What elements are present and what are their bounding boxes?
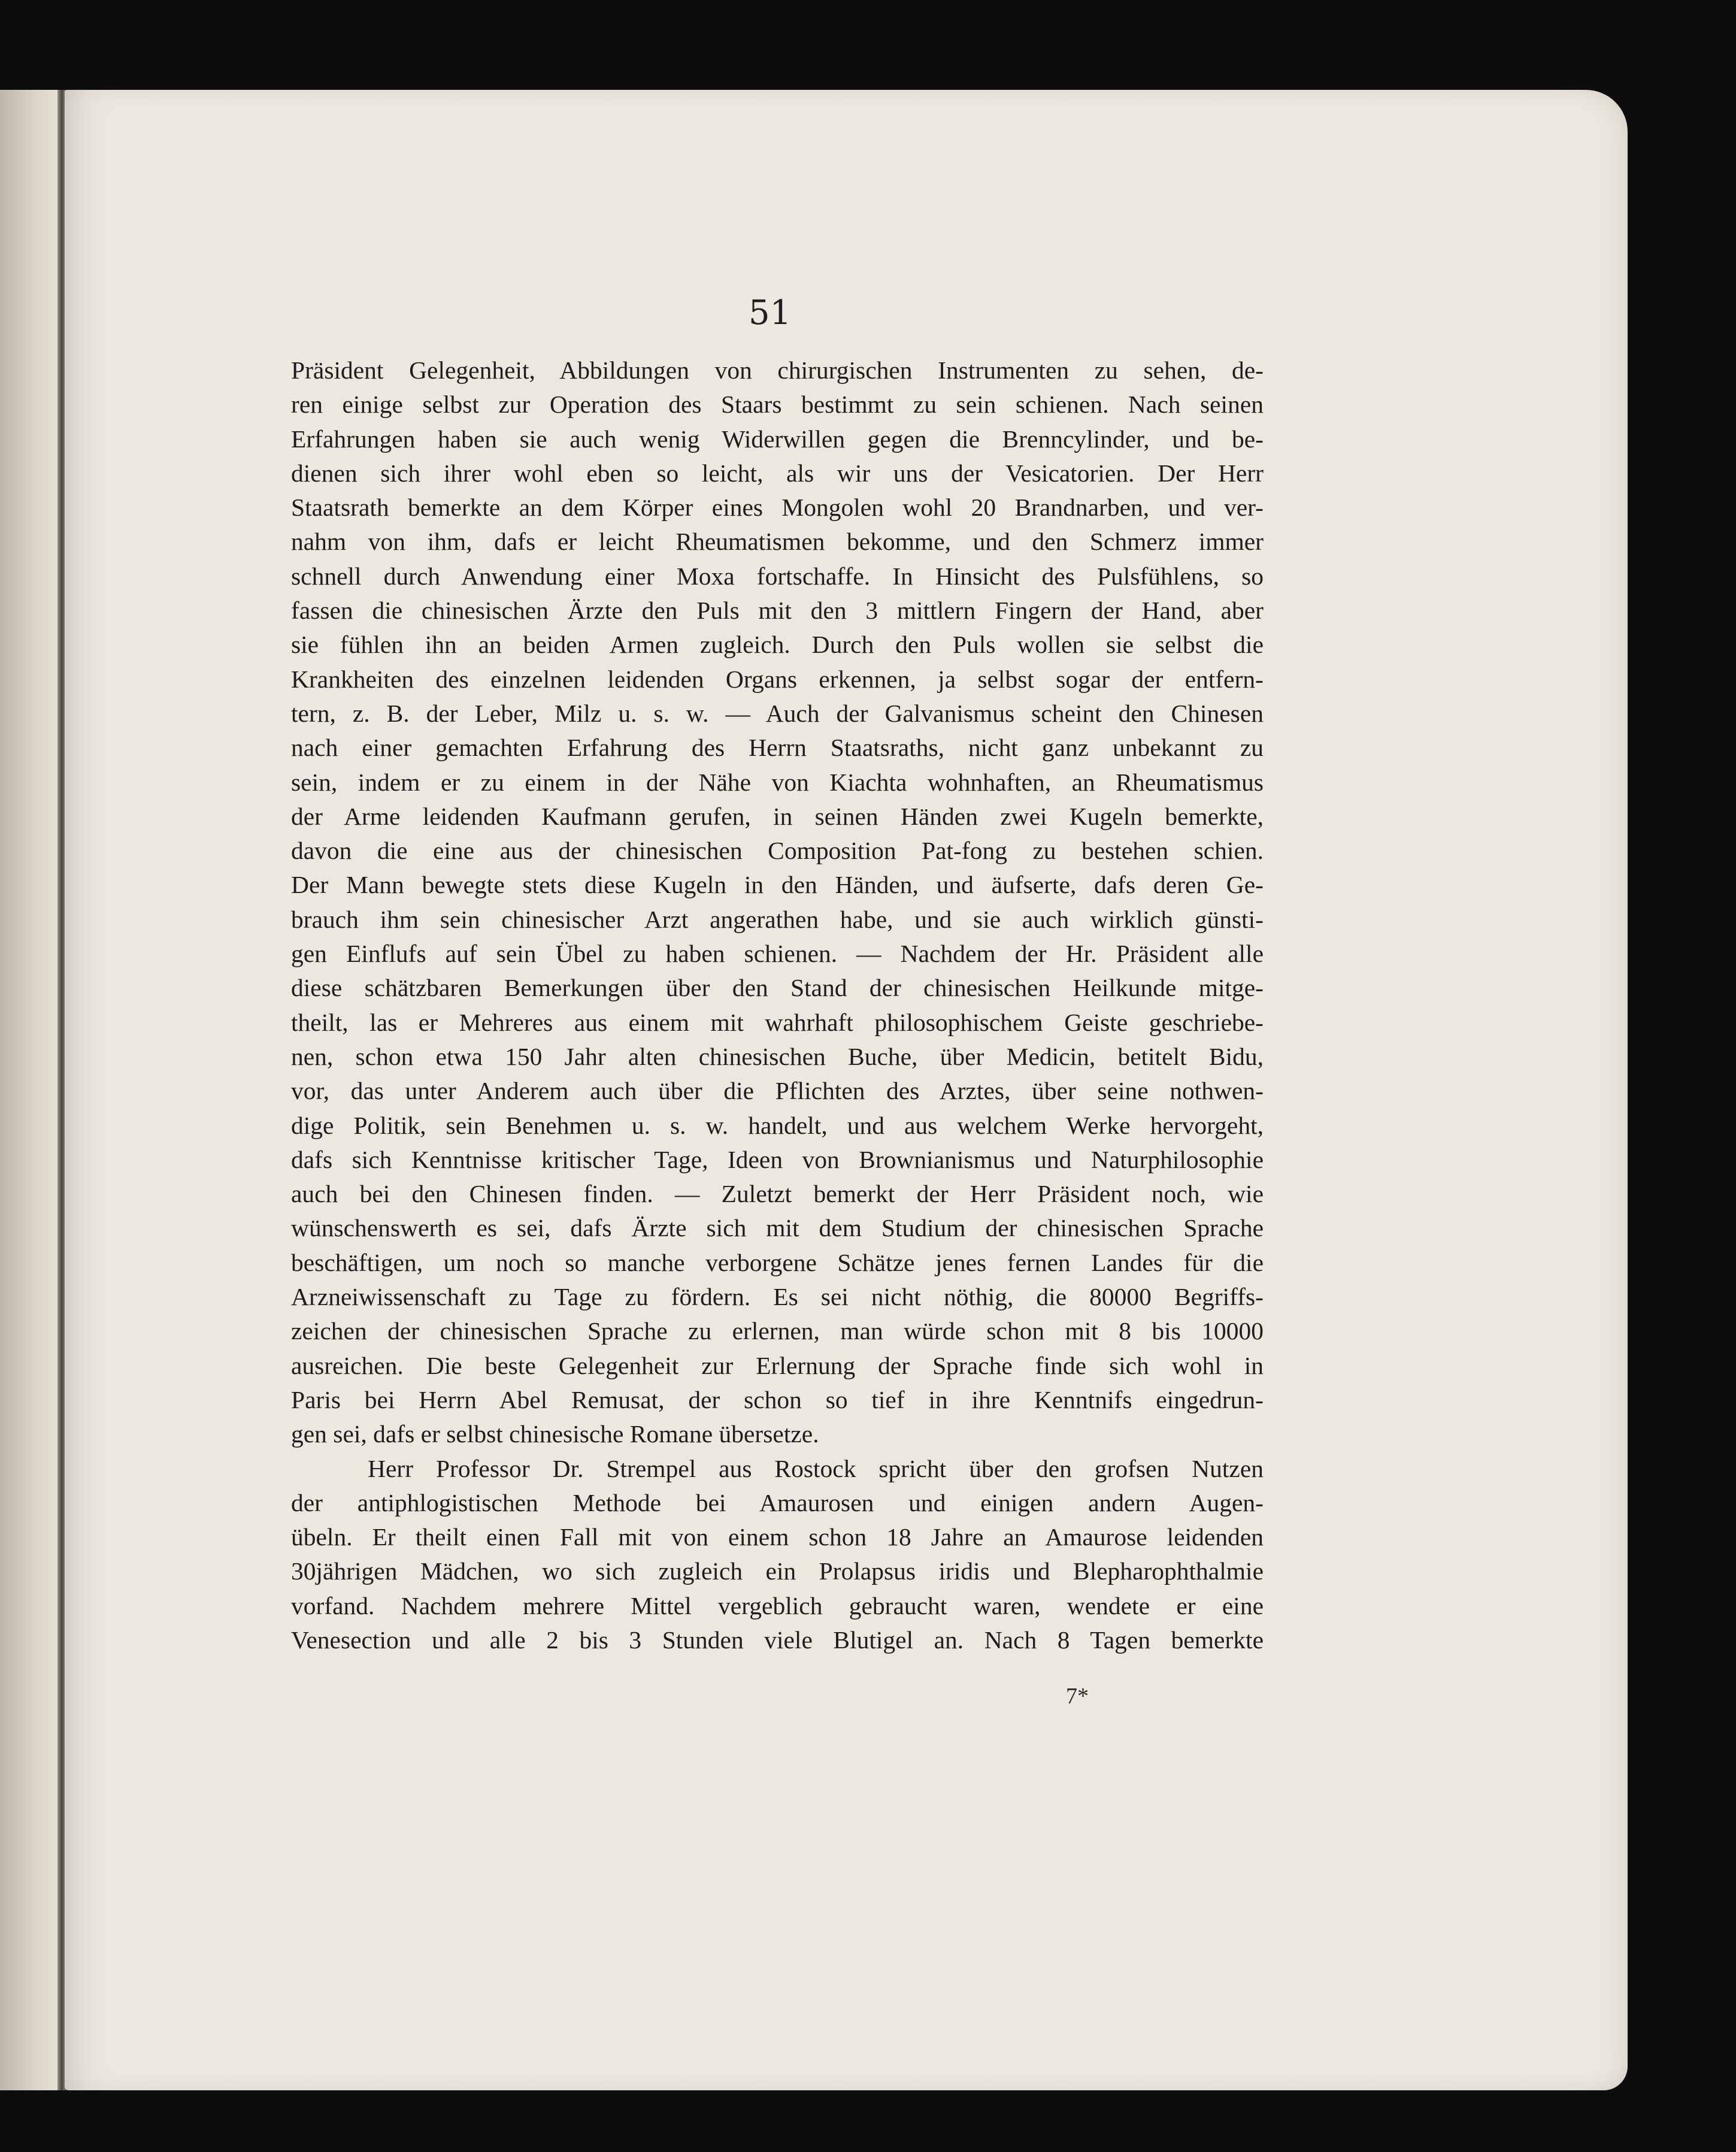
body-text — [291, 353, 1264, 1657]
text-line: wünschenswerth es sei, dafs Ärzte sich mit dem Studium der chinesischen Sprache — [291, 1214, 1264, 1242]
text-line: nen, schon etwa 150 Jahr alten chinesischen Buche, über Medicin, betitelt Bidu, — [291, 1042, 1264, 1070]
text-line: ausreichen. Die beste Gelegenheit zur Erlernung der Sprache finde sich wohl in — [291, 1351, 1264, 1379]
text-line: Herr Professor Dr. Strempel aus Rostock spricht über den grofsen Nutzen — [368, 1454, 1264, 1482]
text-line: fassen die chinesischen Ärzte den Puls mit den 3 mittlern Fingern der Hand, aber — [291, 597, 1264, 625]
text-line: Arzneiwissenschaft zu Tage zu fördern. Es sei nicht nöthig, die 80000 Begriffs- — [291, 1283, 1264, 1311]
text-line: brauch ihm sein chinesischer Arzt angerathen habe, und sie auch wirklich günsti- — [291, 905, 1264, 933]
text-line: Erfahrungen haben sie auch wenig Widerwillen gegen die Brenncylinder, und be- — [291, 425, 1264, 453]
text-line: dafs sich Kenntnisse kritischer Tage, Ideen von Brownianismus und Naturphilosophie — [291, 1145, 1264, 1173]
text-line: Krankheiten des einzelnen leidenden Organs erkennen, ja selbst sogar der entfern- — [291, 665, 1264, 693]
text-line: schnell durch Anwendung einer Moxa fortschaffe. In Hinsicht des Pulsfühlens, so — [291, 562, 1264, 590]
text-line: sie fühlen ihn an beiden Armen zugleich. Durch den Puls wollen sie selbst die — [291, 631, 1264, 659]
signature-mark: 7* — [1066, 1684, 1089, 1709]
text-line: gen Einflufs auf sein Übel zu haben schienen. — Nachdem der Hr. Präsident alle — [291, 940, 1264, 968]
text-line: tern, z. B. der Leber, Milz u. s. w. — Auch der Galvanismus scheint den Chinesen — [291, 699, 1264, 727]
text-line: der antiphlogistischen Methode bei Amaurosen und einigen andern Augen- — [291, 1488, 1264, 1517]
text-line: nach einer gemachten Erfahrung des Herrn Staatsraths, nicht ganz unbekannt zu — [291, 734, 1264, 762]
left-page-edge — [0, 90, 63, 2090]
text-line: dige Politik, sein Benehmen u. s. w. handelt, und aus welchem Werke hervorgeht, — [291, 1111, 1264, 1139]
text-line: theilt, las er Mehreres aus einem mit wahrhaft philosophischem Geiste geschriebe- — [291, 1008, 1264, 1036]
text-line: Der Mann bewegte stets diese Kugeln in den Händen, und äufserte, dafs deren Ge- — [291, 871, 1264, 899]
text-line: nahm von ihm, dafs er leicht Rheumatismen bekomme, und den Schmerz immer — [291, 528, 1264, 556]
text-line: auch bei den Chinesen finden. — Zuletzt bemerkt der Herr Präsident noch, wie — [291, 1180, 1264, 1208]
text-line: ren einige selbst zur Operation des Staars bestimmt zu sein schienen. Nach seinen — [291, 391, 1264, 419]
text-line: Präsident Gelegenheit, Abbildungen von chirurgischen Instrumenten zu sehen, de- — [291, 356, 1264, 384]
text-line: der Arme leidenden Kaufmann gerufen, in seinen Händen zwei Kugeln bemerkte, — [291, 802, 1264, 830]
text-line: sein, indem er zu einem in der Nähe von Kiachta wohnhaften, an Rheumatismus — [291, 768, 1264, 796]
text-line: Staatsrath bemerkte an dem Körper eines Mongolen wohl 20 Brandnarben, und ver- — [291, 494, 1264, 522]
text-line: vor, das unter Anderem auch über die Pflichten des Arztes, über seine nothwen- — [291, 1077, 1264, 1105]
text-line: dienen sich ihrer wohl eben so leicht, als wir uns der Vesicatorien. Der Herr — [291, 459, 1264, 487]
text-line: diese schätzbaren Bemerkungen über den Stand der chinesischen Heilkunde mitge- — [291, 974, 1264, 1002]
text-line: zeichen der chinesischen Sprache zu erlernen, man würde schon mit 8 bis 10000 — [291, 1317, 1264, 1345]
text-line: Paris bei Herrn Abel Remusat, der schon so tief in ihre Kenntnifs eingedrun- — [291, 1385, 1264, 1414]
text-line: gen sei, dafs er selbst chinesische Romane übersetze. — [291, 1420, 819, 1448]
text-line: übeln. Er theilt einen Fall mit von einem schon 18 Jahre an Amaurose leidenden — [291, 1523, 1264, 1551]
text-line: Venesection und alle 2 bis 3 Stunden viele Blutigel an. Nach 8 Tagen bemerkte — [291, 1626, 1264, 1654]
text-line: beschäftigen, um noch so manche verborgene Schätze jenes fernen Landes für die — [291, 1248, 1264, 1276]
text-line: vorfand. Nachdem mehrere Mittel vergeblich gebraucht waren, wendete er eine — [291, 1591, 1264, 1620]
text-line: davon die eine aus der chinesischen Composition Pat-fong zu bestehen schien. — [291, 837, 1264, 865]
page-number: 51 — [749, 293, 792, 332]
text-line: 30jährigen Mädchen, wo sich zugleich ein Prolapsus iridis und Blepharophthalmie — [291, 1557, 1264, 1585]
